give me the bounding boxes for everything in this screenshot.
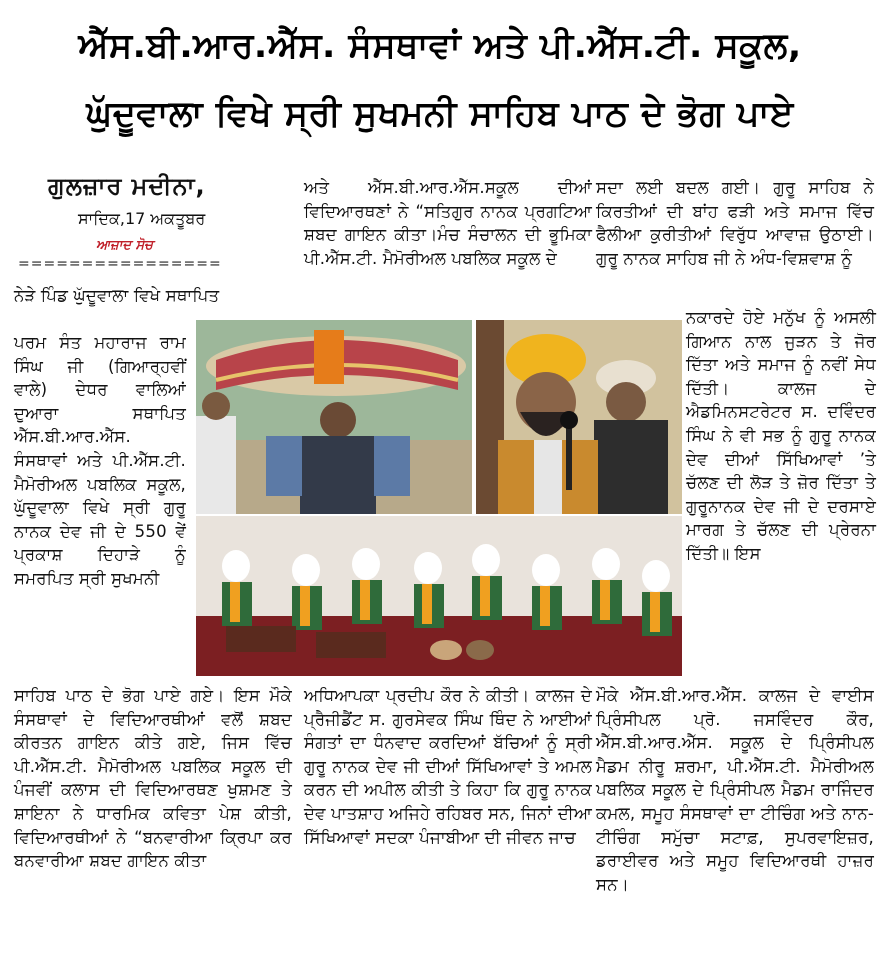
dateline: ਸਾਦਿਕ,17 ਅਕਤੂਬਰ bbox=[78, 209, 206, 228]
column-1-bottom: ਸਾਹਿਬ ਪਾਠ ਦੇ ਭੋਗ ਪਾਏ ਗਏ। ਇਸ ਮੌਕੇ ਸੰਸਥਾਵਾਂ ਦੇ ਵਿਦਿਆਰਥੀਆਂ ਵਲੋਂ ਸ਼ਬਦ ਕੀਰਤਨ ਗਾਇਨ ਕੀਤੇ ਗਏ, ਜਿਸ ਵਿੱਚ ਪੀ.ਐੱਸ.ਟੀ. ਮੈਮੋਰੀਅਲ ਪਬਲਿਕ ਸਕੂਲ ਦੀ ਪੰਜਵੀਂ ਕਲਾਸ ਦੀ ਵਿਦਿਆਰਥਣ ਖੁਸ਼ਮਣ ਤੇ ਸ਼ਾਇਨਾ ਨੇ ਧਾਰਮਿਕ ਕਵਿਤਾ ਪੇਸ਼ ਕੀਤੀ, ਵਿਦਿਆਰਥੀਆਂ ਨੇ “ਬਨਵਾਰੀਆ ਕ੍ਰਿਪਾ ਕਰ ਬਨਵਾਰੀਆ ਸ਼ਬਦ ਗਾਇਨ ਕੀਤਾ bbox=[14, 686, 292, 871]
column-1-intro: ਨੇੜੇ ਪਿੰਡ ਘੁੱਦੂਵਾਲਾ ਵਿਖੇ ਸਥਾਪਿਤ bbox=[14, 286, 220, 305]
byline-author: ਗੁਲਜ਼ਾਰ ਮਦੀਨਾ, bbox=[48, 172, 206, 200]
column-2-bottom: ਅਧਿਆਪਕਾ ਪ੍ਰਦੀਪ ਕੌਰ ਨੇ ਕੀਤੀ। ਕਾਲਜ ਦੇ ਪ੍ਰੈਜੀਡੈਂਟ ਸ. ਗੁਰਸੇਵਕ ਸਿੰਘ ਥਿੰਦ ਨੇ ਆਈਆਂ ਸੰਗਤਾਂ ਦਾ ਧੰਨਵਾਦ ਕਰਦਿਆਂ ਬੱਚਿਆਂ ਨੂੰ ਸ੍ਰੀ ਗੁਰੂ ਨਾਨਕ ਦੇਵ ਜੀ ਦੀਆਂ ਸਿੱਖਿਆਵਾਂ ਤੇ ਅਮਲ ਕਰਨ ਦੀ ਅਪੀਲ ਕੀਤੀ ਤੇ ਕਿਹਾ ਕਿ ਗੁਰੂ ਨਾਨਕ ਦੇਵ ਪਾਤਸ਼ਾਹ ਅਜਿਹੇ ਰਹਿਬਰ ਸਨ, ਜਿਨਾਂ ਦੀਆ ਸਿੱਖਿਆਵਾਂ ਸਦਕਾ ਪੰਜਾਬੀਆ ਦੀ ਜੀਵਨ ਜਾਚ bbox=[304, 686, 592, 847]
column-1-narrow: ਪਰਮ ਸੰਤ ਮਹਾਰਾਜ ਰਾਮ ਸਿੰਘ ਜੀ (ਗਿਆਰ੍ਹਵੀਂ ਵਾਲੇ) ਦੇਧਰ ਵਾਲਿਆਂ ਦੁਆਰਾ ਸਥਾਪਿਤ ਐੱਸ.ਬੀ.ਆਰ.ਐੱਸ. ਸੰਸਥਾਵਾਂ ਅਤੇ ਪੀ.ਐੱਸ.ਟੀ. ਮੈਮੋਰੀਅਲ ਪਬਲਿਕ ਸਕੂਲ, ਘੁੱਦੂਵਾਲਾ ਵਿਖੇ ਸ੍ਰੀ ਗੁਰੂ ਨਾਨਕ ਦੇਵ ਜੀ ਦੇ 550 ਵੇਂ ਪ੍ਰਕਾਸ਼ ਦਿਹਾੜੇ ਨੂੰ ਸਮਰਪਿਤ ਸ੍ਰੀ ਸੁਖਮਨੀ bbox=[14, 333, 186, 588]
separator-rule: ================ bbox=[18, 256, 222, 272]
column-3-top: ਸਦਾ ਲਈ ਬਦਲ ਗਈ। ਗੁਰੂ ਸਾਹਿਬ ਨੇ ਕਿਰਤੀਆਂ ਦੀ ਬਾਂਹ ਫੜੀ ਅਤੇ ਸਮਾਜ ਵਿੱਚ ਫੈਲੀਆ ਕੁਰੀਤੀਆਂ ਵਿਰੁੱਧ ਆਵਾਜ਼ ਉਠਾਈ। ਗੁਰੂ ਨਾਨਕ ਸਾਹਿਬ ਜੀ ਨੇ ਅੰਧ-ਵਿਸ਼ਵਾਸ਼ ਨੂੰ bbox=[596, 178, 874, 268]
column-3-bottom: ਮੌਕੇ ਐੱਸ.ਬੀ.ਆਰ.ਐੱਸ. ਕਾਲਜ ਦੇ ਵਾਈਸ ਪ੍ਰਿੰਸੀਪਲ ਪ੍ਰੋ. ਜਸਵਿੰਦਰ ਕੌਰ, ਐੱਸ.ਬੀ.ਆਰ.ਐੱਸ. ਸਕੂਲ ਦੇ ਪ੍ਰਿੰਸੀਪਲ ਮੈਡਮ ਨੀਰੂ ਸ਼ਰਮਾ, ਪੀ.ਐੱਸ.ਟੀ. ਮੈਮੋਰੀਅਲ ਪਬਲਿਕ ਸਕੂਲ ਦੇ ਪ੍ਰਿੰਸੀਪਲ ਮੈਡਮ ਰਾਜਿੰਦਰ ਕਮਲ, ਸਮੂਹ ਸੰਸਥਾਵਾਂ ਦਾ ਟੀਚਿੰਗ ਅਤੇ ਨਾਨ-ਟੀਚਿੰਗ ਸਮੁੱਚਾ ਸਟਾਫ਼, ਸੁਪਰਵਾਇਜ਼ਰ, ਡਰਾਈਵਰ ਅਤੇ ਸਮੂਹ ਵਿਦਿਆਰਥੀ ਹਾਜ਼ਰ ਸਨ। bbox=[596, 686, 874, 894]
photo-speaker bbox=[476, 320, 682, 514]
column-3-narrow: ਨਕਾਰਦੇ ਹੋਏ ਮਨੁੱਖ ਨੂੰ ਅਸਲੀ ਗਿਆਨ ਨਾਲ ਜੁੜਨ ਤੇ ਜੋਰ ਦਿੱਤਾ ਅਤੇ ਸਮਾਜ ਨੂੰ ਨਵੀਂ ਸੇਧ ਦਿੱਤੀ। ਕਾਲਜ ਦੇ ਐਡਮਿਨਸਟਰੇਟਰ ਸ. ਦਵਿੰਦਰ ਸਿੰਘ ਨੇ ਵੀ ਸਭ ਨੂੰ ਗੁਰੂ ਨਾਨਕ ਦੇਵ ਦੀਆਂ ਸਿੱਖਿਆਵਾਂ ’ਤੇ ਚੱਲਣ ਦੀ ਲੋੜ ਤੇ ਜ਼ੋਰ ਦਿੱਤਾ ਤੇ ਗੁਰੂਨਾਨਕ ਦੇਵ ਜੀ ਦੇ ਦਰਸਾਏ ਮਾਰਗ ਤੇ ਚੱਲਣ ਦੀ ਪ੍ਰੇਰਨਾ ਦਿੱਤੀ॥ ਇਸ bbox=[686, 308, 876, 563]
column-2-top: ਅਤੇ ਐੱਸ.ਬੀ.ਆਰ.ਐੱਸ.ਸਕੂਲ ਦੀਆਂ ਵਿਦਿਆਰਥਣਾਂ ਨੇ “ਸਤਿਗੁਰ ਨਾਨਕ ਪ੍ਰਗਟਿਆ ਸ਼ਬਦ ਗਾਇਨ ਕੀਤਾ।ਮੰਚ ਸੰਚਾਲਨ ਦੀ ਭੂਮਿਕਾ ਪੀ.ਐੱਸ.ਟੀ. ਮੈਮੋਰੀਅਲ ਪਬਲਿਕ ਸਕੂਲ ਦੇ bbox=[304, 178, 592, 268]
headline-line-2: ਘੁੱਦੂਵਾਲਾ ਵਿਖੇ ਸ੍ਰੀ ਸੁਖਮਨੀ ਸਾਹਿਬ ਪਾਠ ਦੇ ਭੋਗ ਪਾਏ bbox=[86, 94, 794, 134]
photo-kirtan bbox=[196, 516, 682, 676]
headline-line-1: ਐੱਸ.ਬੀ.ਆਰ.ਐੱਸ. ਸੰਸਥਾਵਾਂ ਅਤੇ ਪੀ.ਐੱਸ.ਟੀ. ਸਕੂਲ, bbox=[78, 26, 802, 66]
photo-procession bbox=[196, 320, 472, 514]
source-label: ਆਜ਼ਾਦ ਸੋਚ bbox=[96, 238, 153, 253]
